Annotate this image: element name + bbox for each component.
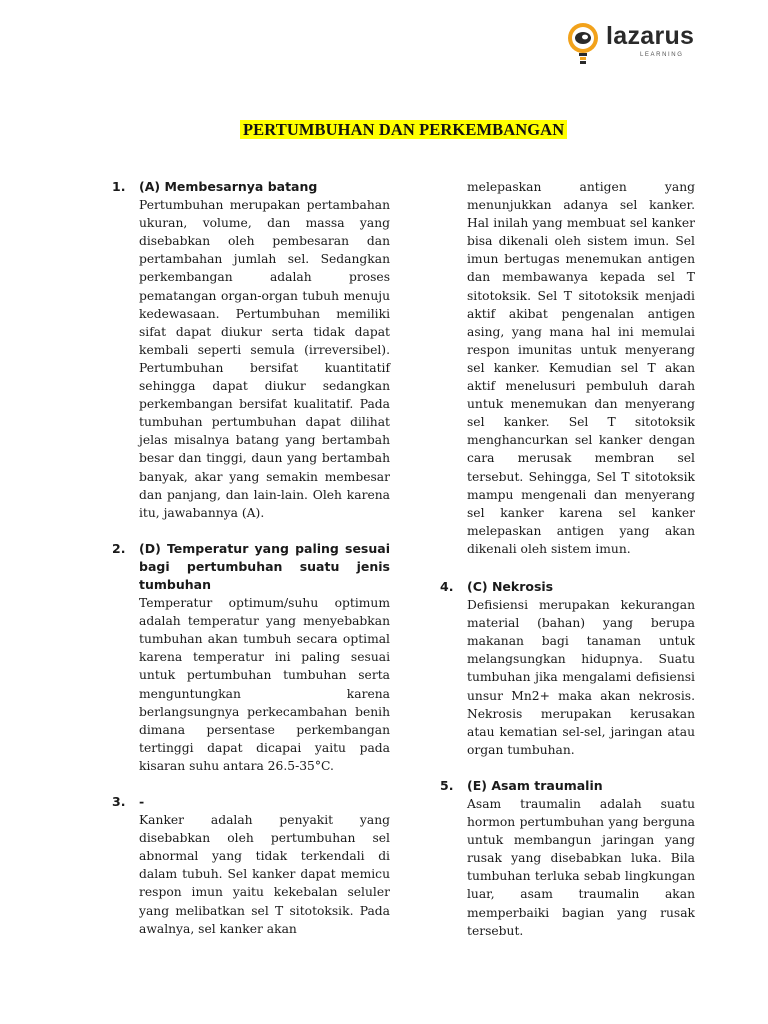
- item-body: Defisiensi merupakan kekurangan material (bahan) yang berupa makanan bagi tanaman untuk melangsungkan hidupnya. Suatu tumbuhan jika mengalami defisiensi unsur Mn2+ maka akan nekrosis. Nekrosis merupakan kerusakan atau kematian sel-sel, jaringan atau organ tumbuhan.: [467, 598, 695, 757]
- item-body: Asam traumalin adalah suatu hormon pertumbuhan yang berguna untuk membangun jaringan yang rusak yang disebabkan luka. Bila tumbuhan terluka sebab lingkungan luar, asam traumalin akan memperbaiki bagian yang rusak tersebut.: [467, 797, 695, 938]
- page-title: PERTUMBUHAN DAN PERKEMBANGAN: [240, 120, 567, 139]
- answer-item-2: [112, 540, 390, 775]
- answer-item-3: [112, 793, 390, 938]
- logo-tagline: LEARNING: [640, 52, 684, 58]
- brand-logo: [566, 20, 706, 70]
- right-column: [440, 178, 695, 958]
- item-heading: (E) Asam traumalin: [467, 777, 603, 793]
- item-number: 3.: [112, 794, 126, 809]
- item-body: Temperatur optimum/suhu optimum adalah temperatur yang menyebabkan tumbuhan akan tumbuh secara optimal karena temperatur ini paling sesuai untuk pertumbuhan tumbuhan serta menguntungkan karena berlangsungnya perkecambahan benih dimana persentase perkembangan tertinggi dapat dicapai yaitu pada kisaran suhu antara 26.5-35°C.: [139, 596, 390, 773]
- item-number: 4.: [440, 578, 454, 594]
- item-number: 2.: [112, 540, 126, 556]
- answer-item-4: [440, 578, 695, 759]
- answer-item-5: [440, 777, 695, 940]
- item-3-continuation: melepaskan antigen yang menunjukkan adanya sel kanker. Hal inilah yang membuat sel kanker bisa dikenali oleh sistem imun. Sel imun bertugas menemukan antigen dan membawanya kepada sel T sitotoksik. Sel T sitotoksik menjadi aktif akibat pengenalan antigen asing, yang mana hal ini memulai respon imunitas untuk menyerang sel kanker. Kemudian sel T akan aktif menelusuri pembuluh darah untuk menemukan dan menyerang sel kanker. Sel T sitotoksik menghancurkan sel kanker dengan cara merusak membran sel tersebut. Sehingga, Sel T sitotoksik mampu mengenali dan menyerang sel kanker karena sel kanker melepaskan antigen yang akan dikenali oleh sistem imun.: [467, 180, 695, 556]
- item-number: 5.: [440, 777, 454, 793]
- item-heading: (C) Nekrosis: [467, 578, 554, 594]
- answer-item-1: [112, 178, 390, 522]
- left-column: [112, 178, 390, 956]
- lazarus-logo-icon: [566, 20, 602, 68]
- item-number: 1.: [112, 179, 126, 194]
- item-body: Kanker adalah penyakit yang disebabkan oleh pertumbuhan sel abnormal yang tidak terkendali di dalam tubuh. Sel kanker dapat memicu respon imun yaitu kekebalan seluler yang melibatkan sel T sitotoksik. Pada awalnya, sel kanker akan: [139, 813, 390, 936]
- item-body: Pertumbuhan merupakan pertambahan ukuran, volume, dan massa yang disebabkan oleh pembesaran dan pertambahan jumlah sel. Sedangkan perkembangan adalah proses pematangan organ-organ tubuh menuju kedewasaan. Pertumbuhan memiliki sifat dapat diukur serta tidak dapat kembali seperti semula (irreversibel). Pertumbuhan bersifat kuantitatif sehingga dapat diukur sedangkan perkembangan bersifat kualitatif. Pada tumbuhan pertumbuhan dapat dilihat jelas misalnya batang yang bertambah besar dan tinggi, daun yang bertambah banyak, akar yang semakin membesar dan panjang, dan lain-lain. Oleh karena itu, jawabannya (A).: [139, 198, 390, 520]
- logo-wordmark: lazarus: [606, 22, 695, 50]
- item-heading: -: [139, 794, 145, 809]
- item-heading: (D) Temperatur yang paling sesuai bagi pertumbuhan suatu jenis tumbuhan: [139, 540, 390, 592]
- item-heading: (A) Membesarnya batang: [139, 179, 318, 194]
